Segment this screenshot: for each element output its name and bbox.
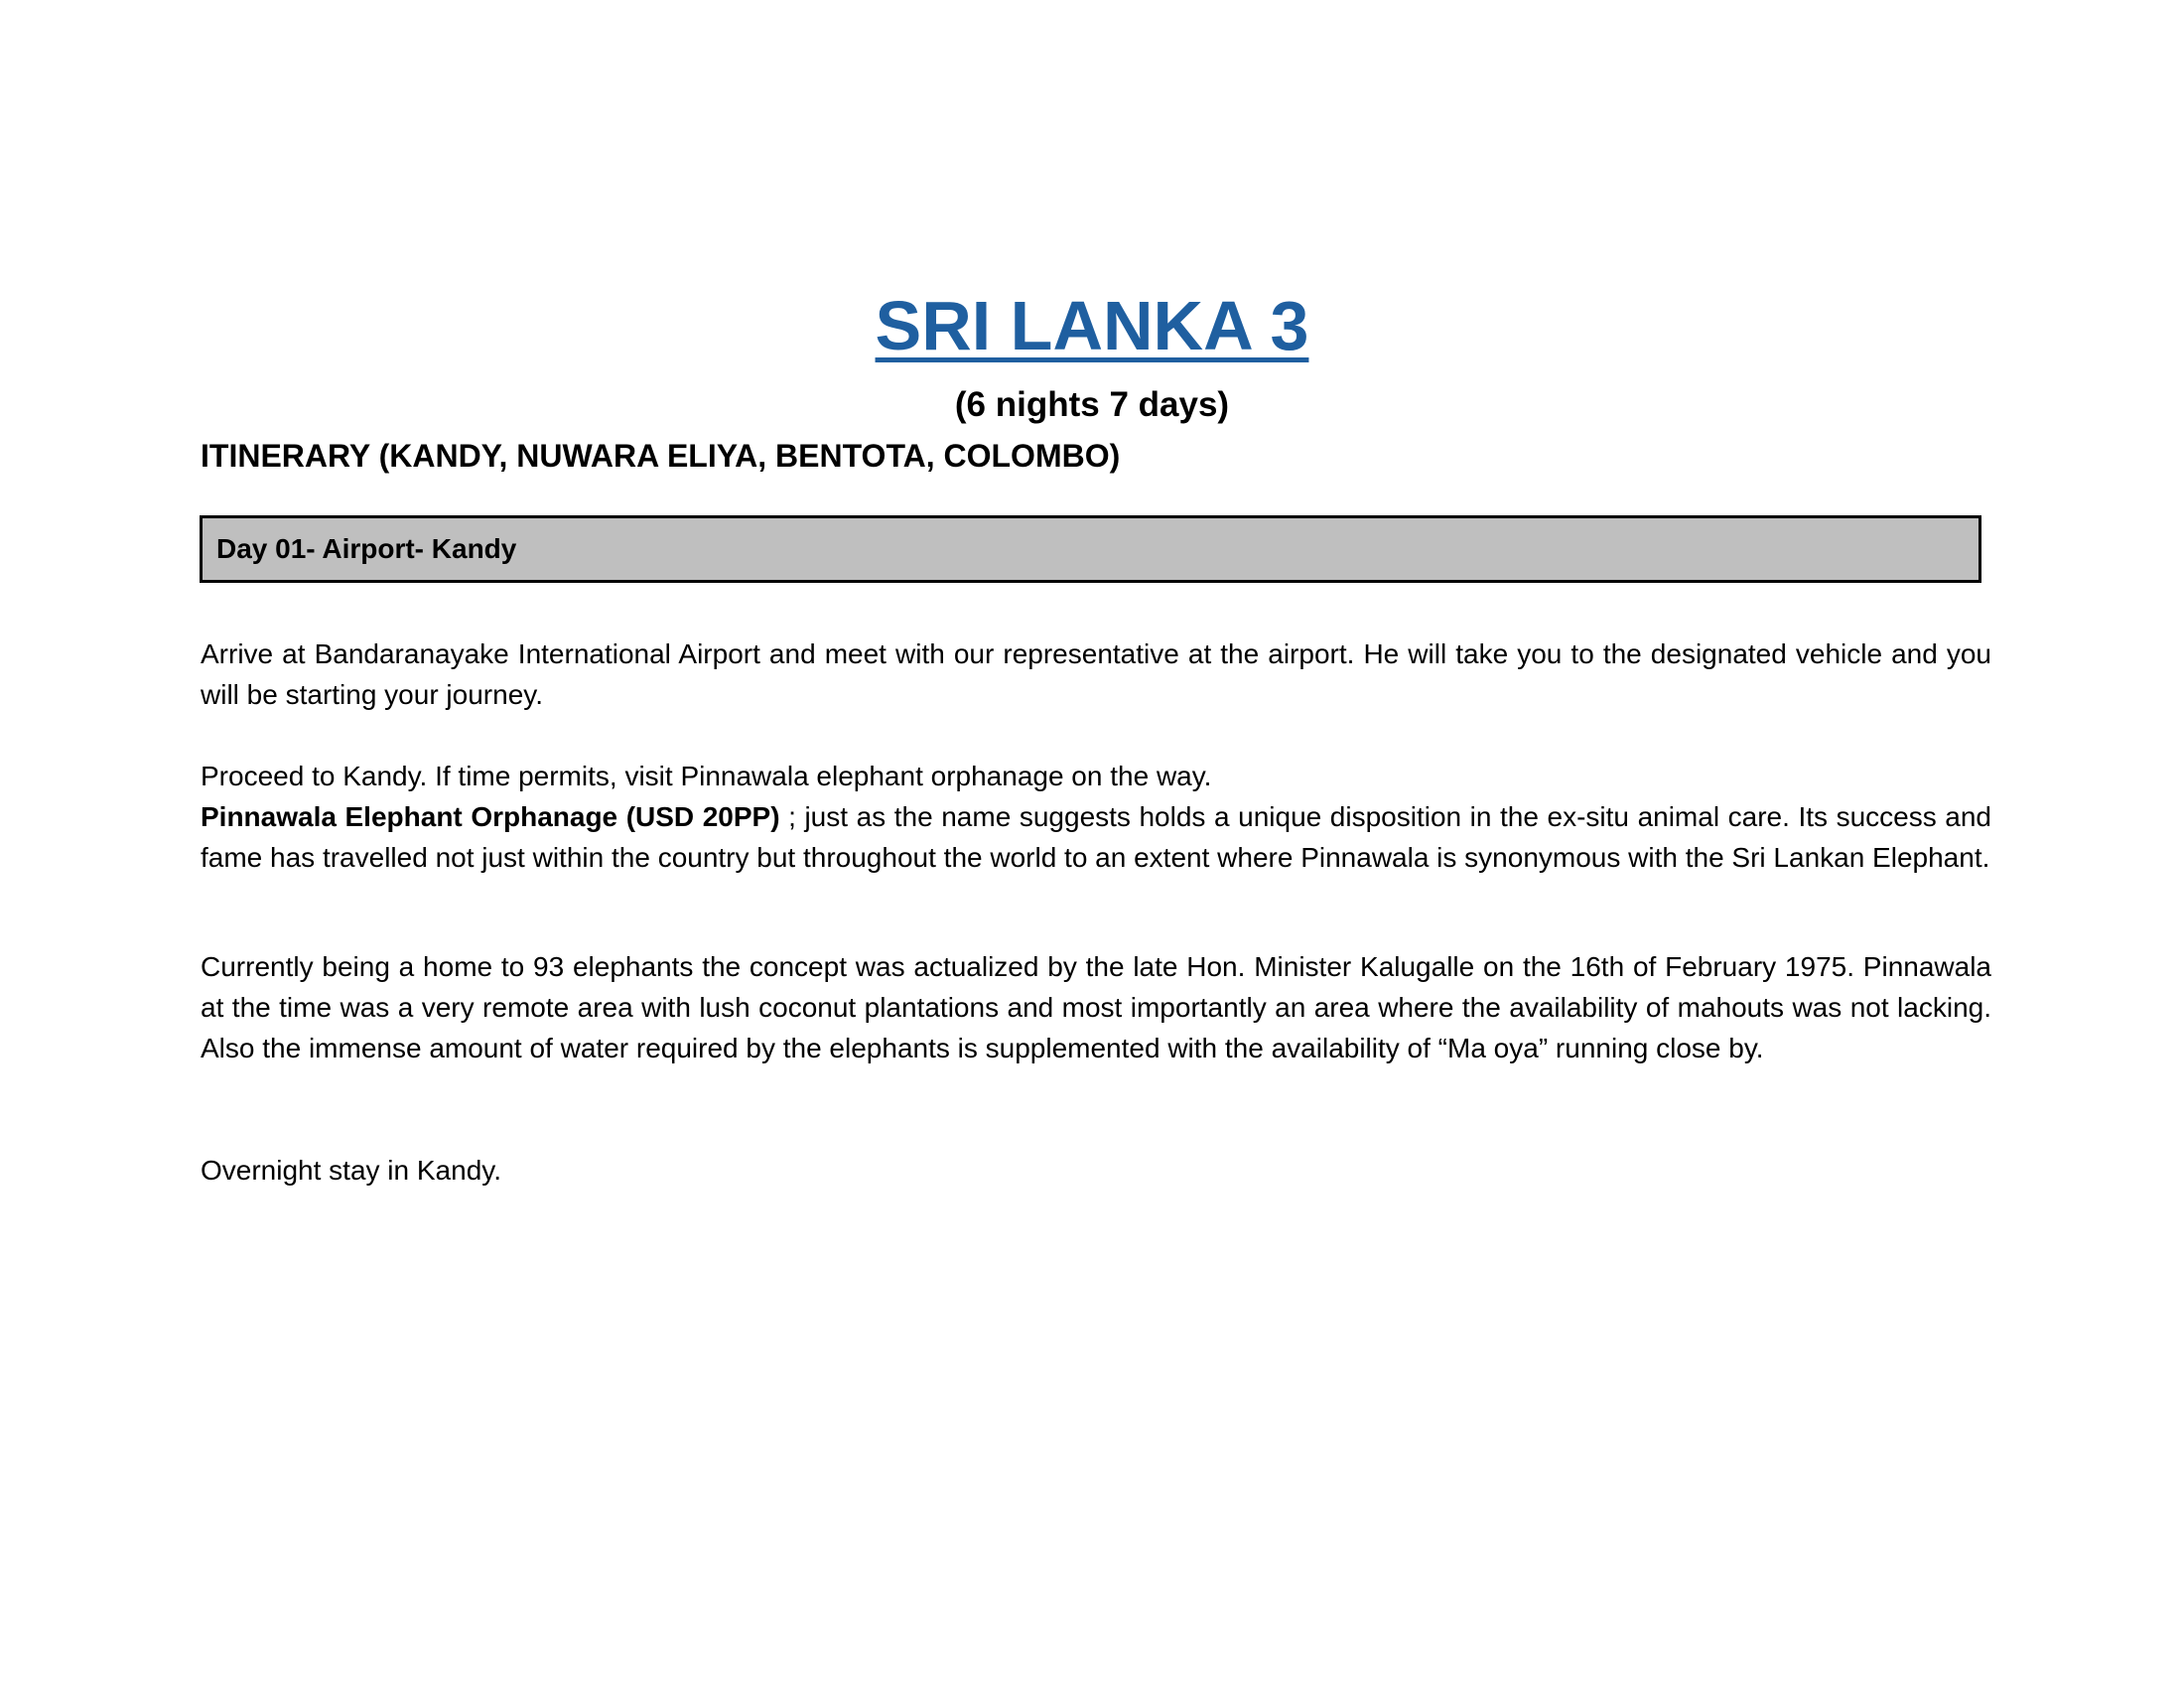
day-header-label: Day 01- Airport- Kandy xyxy=(216,533,517,564)
page-title-text: SRI LANKA 3 xyxy=(875,287,1309,364)
itinerary-heading: ITINERARY (KANDY, NUWARA ELIYA, BENTOTA, COLOMBO) xyxy=(201,438,1121,474)
page-title xyxy=(0,284,2184,367)
pinnawala-description: ; just as the name suggests holds a unique disposition in the ex-situ animal care. Its success and fame has travelled not just within the country but throughout the world to an extent where Pinnawala is synonymous with the Sri Lankan Elephant. xyxy=(201,801,1992,873)
page-subtitle: (6 nights 7 days) xyxy=(954,385,1230,424)
day-header-bar xyxy=(200,515,1981,583)
pinnawala-attraction-name: Pinnawala Elephant Orphanage (USD 20PP) xyxy=(201,801,780,832)
history-paragraph: Currently being a home to 93 elephants the concept was actualized by the late Hon. Minister Kalugalle on the 16th of February 1975. Pinnawala at the time was a very remote area with lush coconut plantations and most importantly an area where the availability of mahouts was not lacking. Also the immense amount of water required by the elephants is supplemented with the availability of “Ma oya” running close by. xyxy=(201,951,1991,1063)
arrival-paragraph: Arrive at Bandaranayake International Airport and meet with our representative at the airport. He will take you to the designated vehicle and you will be starting your journey. xyxy=(201,638,1991,710)
proceed-paragraph: Proceed to Kandy. If time permits, visit Pinnawala elephant orphanage on the way. xyxy=(201,761,1212,791)
pinnawala-paragraph xyxy=(201,796,1991,878)
overnight-paragraph: Overnight stay in Kandy. xyxy=(201,1155,501,1186)
